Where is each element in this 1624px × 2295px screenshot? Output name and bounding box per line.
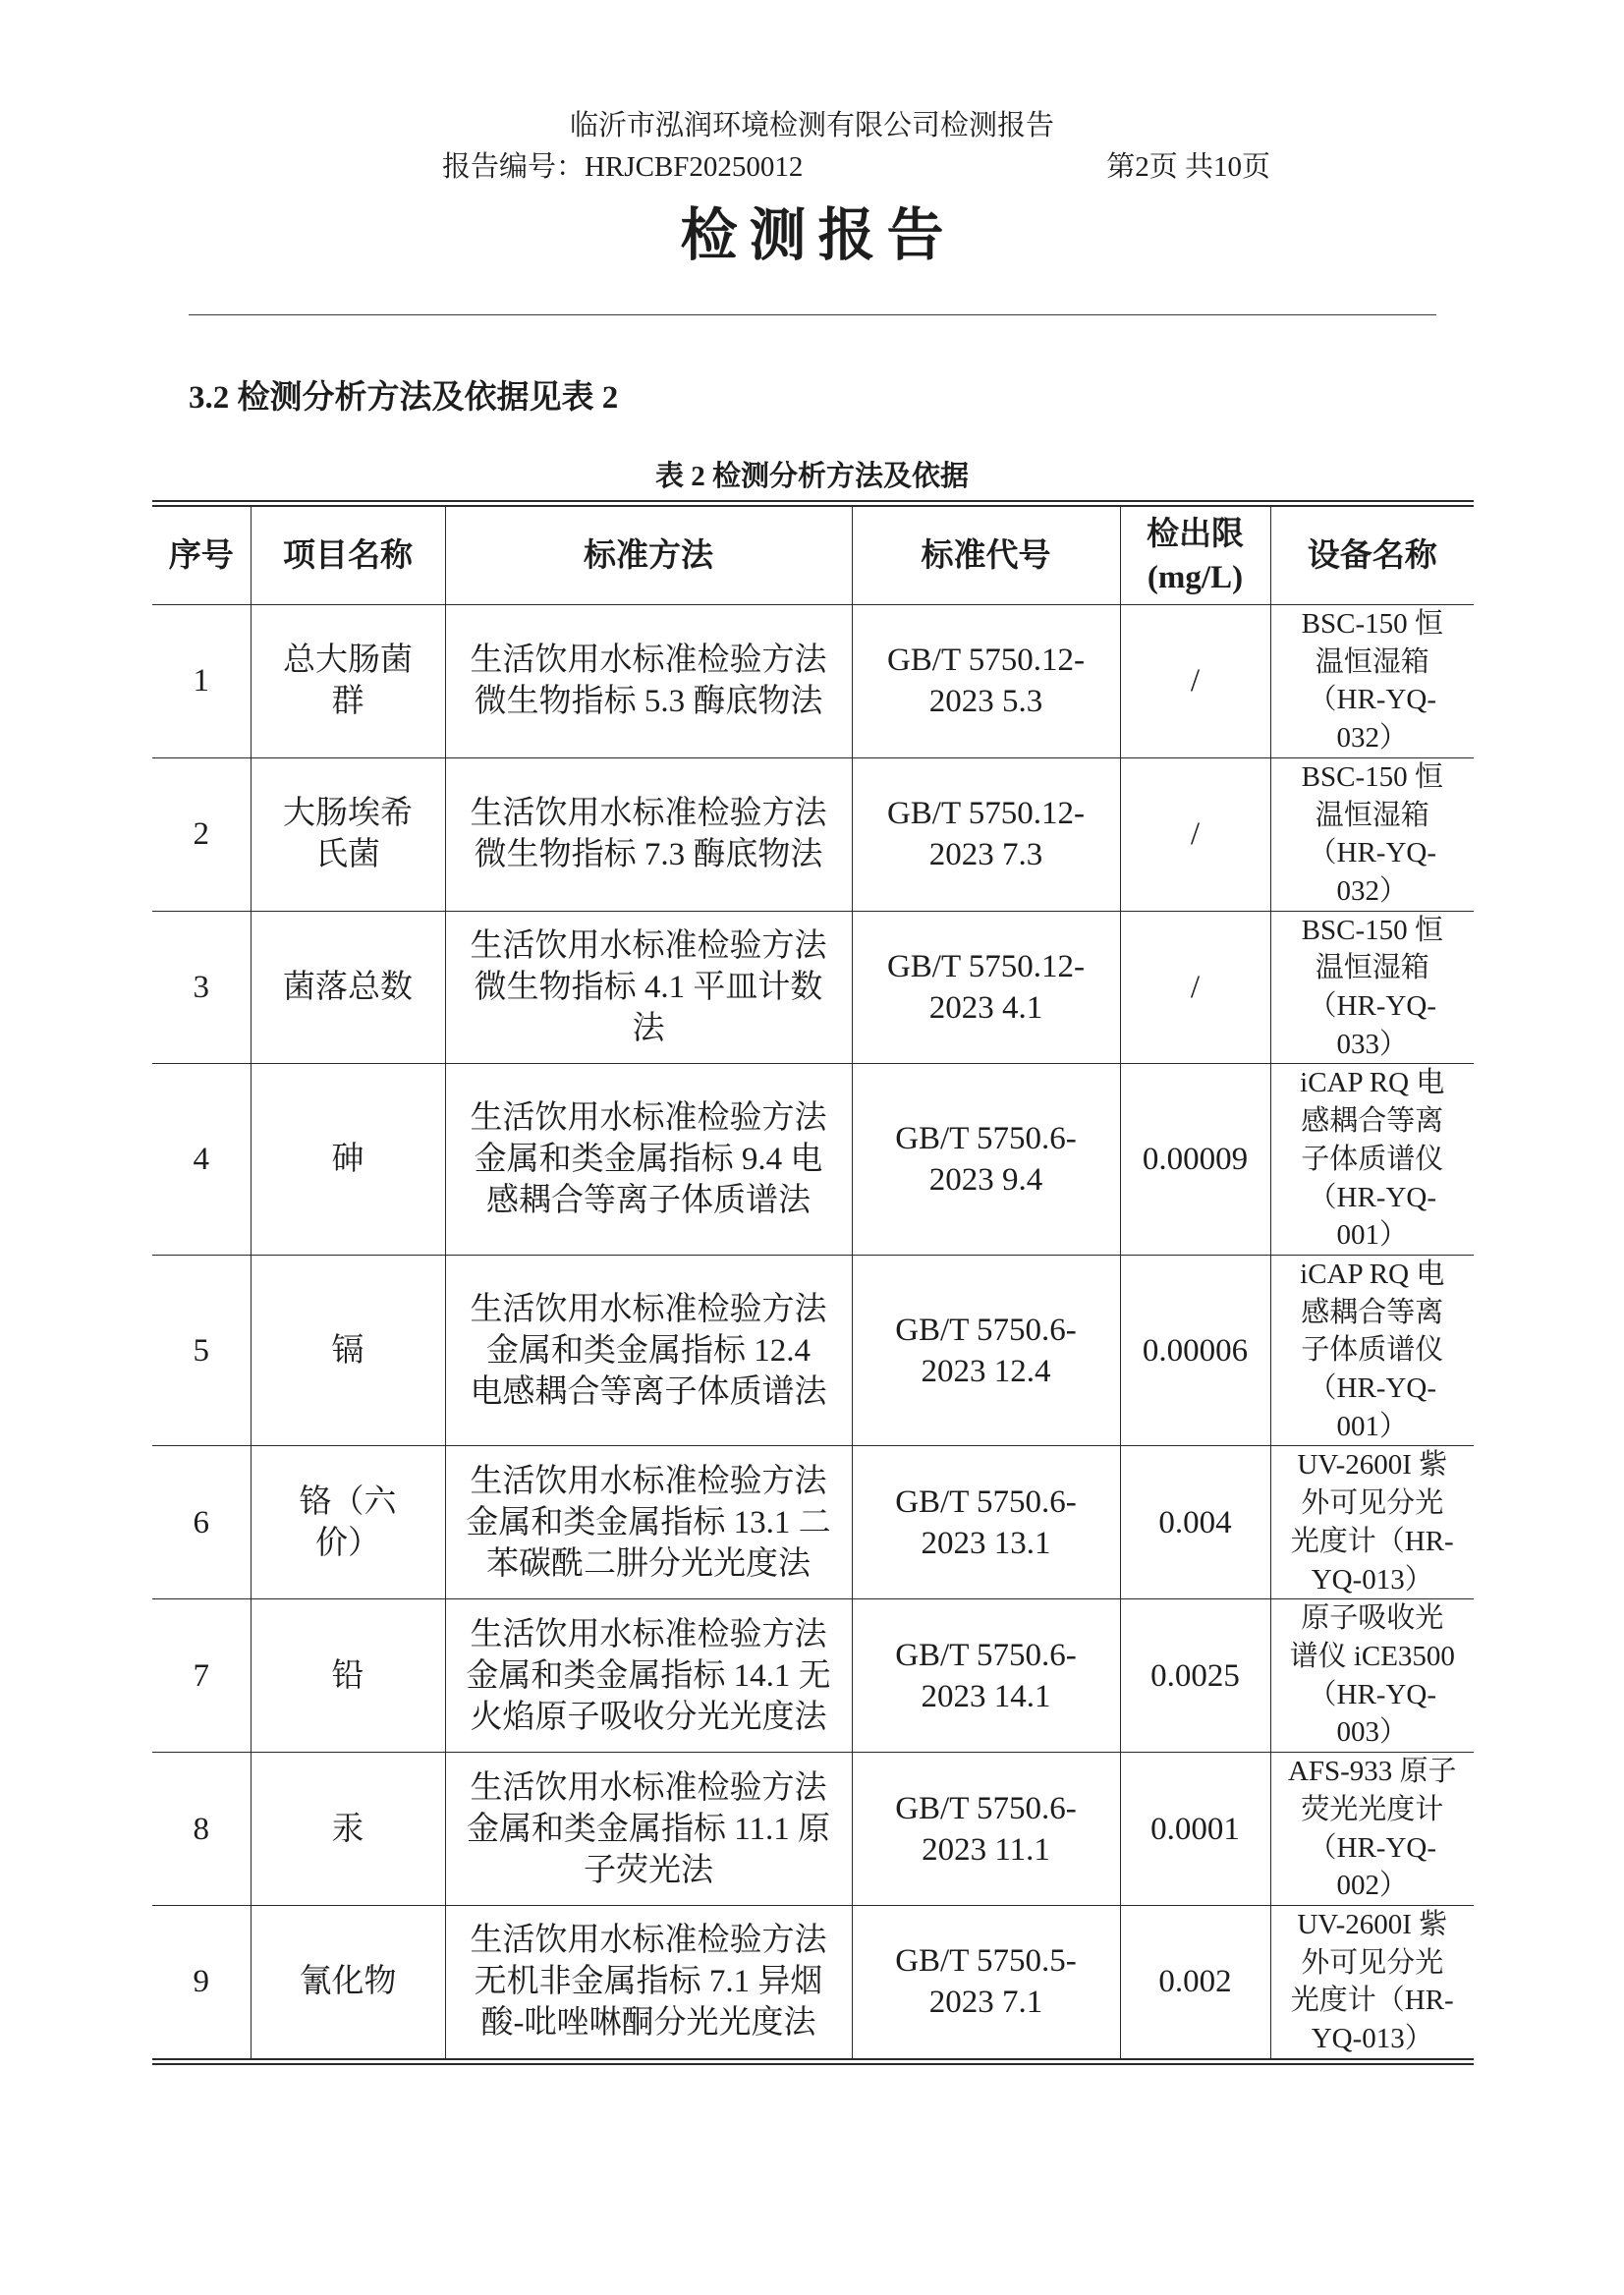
row-number-text: 3 [193,970,209,1006]
row-number-cell [152,1905,251,2061]
detection-limit-cell [1120,1599,1270,1753]
standard-code-text: GB/T 5750.12- [886,949,1086,985]
detection-limit-text: 0.0025 [1150,1657,1240,1694]
equipment-name-text: UV-2600I 紫 [1297,1449,1448,1482]
column-header-text: 序号 [168,537,234,574]
equipment-name-cell [1270,1064,1474,1256]
standard-method-text: 酸-吡唑啉酮分光光度法 [480,2005,816,2042]
column-header-standard-method [445,504,852,605]
standard-method-text: 感耦合等离子体质谱法 [486,1183,811,1219]
equipment-name-cell [1270,911,1474,1064]
equipment-name-cell [1270,1905,1474,2061]
table-header-row [152,504,1474,605]
standard-code-text: GB/T 5750.6- [895,1121,1077,1157]
item-name-text: 菌落总数 [283,970,413,1006]
row-number-cell [152,757,251,911]
standard-code-text: GB/T 5750.6- [895,1483,1077,1520]
standard-code-cell [852,1255,1120,1446]
item-name-cell [251,1255,445,1446]
column-header-text: 设备名称 [1307,537,1437,574]
equipment-name-text: BSC-150 恒 [1301,608,1443,640]
equipment-name-text: （HR-YQ- [1308,1831,1436,1864]
standard-method-text: 生活饮用水标准检验方法 [470,1616,827,1652]
detection-limit-text: 0.0001 [1150,1811,1240,1847]
column-header-detection-limit [1120,504,1270,605]
row-number-text: 6 [193,1504,209,1540]
table-body [152,605,1474,2062]
row-number-cell [152,911,251,1064]
detection-limit-text: / [1190,663,1201,700]
standard-code-cell [852,1753,1120,1906]
equipment-name-text: （HR-YQ- [1308,990,1436,1023]
standard-code-cell [852,911,1120,1064]
detection-limit-text: 0.002 [1158,1964,1232,2000]
item-name-cell [251,911,445,1064]
standard-method-cell [445,1255,852,1446]
standard-method-text: 生活饮用水标准检验方法 [470,1463,827,1499]
item-name-cell [251,1753,445,1906]
equipment-name-text: UV-2600I 紫 [1297,1908,1448,1940]
standard-code-text: GB/T 5750.12- [886,643,1086,679]
equipment-name-text: （HR-YQ- [1308,684,1436,716]
item-name-cell [251,1599,445,1753]
row-number-cell [152,1599,251,1753]
column-header-text: 检出限 [1147,516,1244,552]
item-name-cell [251,1446,445,1599]
standard-method-text: 金属和类金属指标 14.1 无 [466,1657,831,1694]
standard-code-cell [852,1599,1120,1753]
item-name-text: 价） [315,1525,380,1561]
table-caption: 表 2 检测分析方法及依据 [654,461,969,492]
equipment-name-cell [1270,1753,1474,1906]
standard-method-text: 生活饮用水标准检验方法 [470,796,827,832]
row-number-text: 2 [193,816,209,853]
report-number: 报告编号：HRJCBF20250012 [442,151,804,183]
equipment-name-text: BSC-150 恒 [1301,914,1443,946]
column-header-equipment-name [1270,504,1474,605]
standard-method-cell [445,1446,852,1599]
standard-method-text: 生活饮用水标准检验方法 [470,643,827,679]
row-number-text: 5 [193,1332,209,1369]
item-name-text: 群 [331,684,364,720]
section-heading: 3.2 检测分析方法及依据见表 2 [189,380,619,416]
equipment-name-text: 光度计（HR- [1290,1525,1454,1557]
equipment-name-text: 003） [1336,1716,1408,1749]
equipment-name-text: （HR-YQ- [1308,1372,1436,1405]
standard-method-text: 金属和类金属指标 11.1 原 [466,1811,831,1847]
standard-method-text: 法 [632,1011,665,1047]
standard-code-text: 2023 5.3 [928,684,1043,720]
equipment-name-cell [1270,1446,1474,1599]
equipment-name-text: 荧光光度计 [1301,1793,1444,1825]
detection-limit-text: / [1190,970,1201,1006]
item-name-text: 氰化物 [299,1964,397,2000]
equipment-name-text: 子体质谱仪 [1301,1334,1444,1367]
column-header-row-number [152,504,251,605]
document-title: 检测报告 [680,203,956,267]
equipment-name-text: 温恒湿箱 [1315,952,1429,984]
standard-method-cell [445,911,852,1064]
detection-limit-cell [1120,605,1270,758]
detection-limit-text: 0.004 [1158,1504,1232,1540]
table-row [152,1905,1474,2061]
standard-code-text: GB/T 5750.6- [895,1637,1077,1673]
standard-code-text: 2023 13.1 [921,1525,1051,1561]
standard-method-text: 苯碳酰二肼分光光度法 [486,1545,811,1582]
row-number-text: 4 [193,1142,209,1178]
equipment-name-text: 原子吸收光 [1301,1602,1444,1635]
item-name-text: 铬（六 [299,1483,397,1520]
standard-code-cell [852,605,1120,758]
equipment-name-cell [1270,605,1474,758]
column-header-standard-code [852,504,1120,605]
equipment-name-text: （HR-YQ- [1308,1678,1436,1710]
item-name-text: 氏菌 [315,837,380,873]
standard-method-text: 生活饮用水标准检验方法 [470,1923,827,1959]
item-name-text: 汞 [331,1811,364,1847]
detection-limit-cell [1120,1753,1270,1906]
table-row [152,1255,1474,1446]
equipment-name-text: 温恒湿箱 [1315,799,1429,831]
table-row [152,1599,1474,1753]
equipment-name-text: AFS-933 原子 [1287,1756,1457,1788]
item-name-text: 总大肠菌 [283,643,413,679]
row-number-cell [152,605,251,758]
equipment-name-text: 感耦合等离 [1301,1296,1444,1328]
standard-code-cell [852,1905,1120,2061]
equipment-name-text: 子体质谱仪 [1301,1143,1444,1175]
standard-method-text: 无机非金属指标 7.1 异烟 [474,1964,823,2000]
column-header-text: 项目名称 [283,537,413,574]
standard-code-text: 2023 7.1 [928,1985,1043,2021]
row-number-text: 9 [193,1964,209,2000]
standard-code-cell [852,1446,1120,1599]
equipment-name-text: BSC-150 恒 [1301,760,1443,793]
standard-method-text: 金属和类金属指标 9.4 电 [474,1142,823,1178]
item-name-text: 砷 [331,1142,364,1178]
standard-code-text: 2023 14.1 [921,1678,1051,1714]
standard-code-text: 2023 4.1 [928,990,1043,1027]
detection-limit-cell [1120,757,1270,911]
equipment-name-cell [1270,757,1474,911]
column-header-text: (mg/L) [1147,559,1244,595]
equipment-name-text: YQ-013） [1311,1563,1433,1595]
column-header-text: 标准方法 [584,537,713,574]
equipment-name-text: 外可见分光 [1301,1487,1444,1520]
detection-limit-cell [1120,1255,1270,1446]
equipment-name-text: 001） [1336,1410,1408,1442]
standard-method-cell [445,1064,852,1256]
equipment-name-cell [1270,1255,1474,1446]
table-row [152,1064,1474,1256]
standard-code-text: GB/T 5750.6- [895,1790,1077,1826]
item-name-text: 大肠埃希 [283,796,413,832]
standard-method-text: 子荧光法 [584,1852,713,1888]
column-header-text: 标准代号 [921,537,1051,574]
standard-method-text: 微生物指标 5.3 酶底物法 [474,684,823,720]
column-header-item-name [251,504,445,605]
standard-method-text: 生活饮用水标准检验方法 [470,1100,827,1137]
methods-table [152,500,1474,2065]
equipment-name-text: （HR-YQ- [1308,1181,1436,1213]
detection-limit-text: 0.00006 [1142,1332,1249,1369]
item-name-cell [251,757,445,911]
standard-method-cell [445,1753,852,1906]
equipment-name-text: 033） [1336,1028,1408,1060]
detection-limit-cell [1120,1064,1270,1256]
standard-code-text: GB/T 5750.6- [895,1312,1077,1348]
row-number-text: 8 [193,1811,209,1847]
item-name-text: 铅 [331,1657,364,1694]
standard-method-text: 金属和类金属指标 12.4 [486,1332,811,1369]
equipment-name-text: 谱仪 iCE3500 [1289,1640,1455,1672]
row-number-text: 7 [193,1657,209,1694]
standard-code-cell [852,1064,1120,1256]
standard-code-cell [852,757,1120,911]
item-name-cell [251,605,445,758]
standard-method-text: 生活饮用水标准检验方法 [470,1291,827,1327]
equipment-name-text: YQ-013） [1311,2023,1433,2055]
standard-code-text: 2023 7.3 [928,837,1043,873]
standard-method-text: 生活饮用水标准检验方法 [470,928,827,965]
standard-code-text: GB/T 5750.12- [886,796,1086,832]
detection-limit-text: / [1190,816,1201,853]
standard-method-text: 微生物指标 7.3 酶底物法 [474,837,823,873]
item-name-text: 镉 [331,1332,364,1369]
item-name-cell [251,1905,445,2061]
equipment-name-text: iCAP RQ 电 [1300,1258,1445,1290]
equipment-name-text: 温恒湿箱 [1315,645,1429,678]
detection-limit-cell [1120,1446,1270,1599]
table-row [152,911,1474,1064]
standard-method-text: 生活饮用水标准检验方法 [470,1769,827,1806]
standard-code-text: GB/T 5750.5- [895,1943,1077,1980]
standard-method-text: 金属和类金属指标 13.1 二 [466,1504,831,1540]
detection-limit-text: 0.00009 [1142,1142,1249,1178]
standard-method-text: 电感耦合等离子体质谱法 [470,1373,827,1410]
equipment-name-text: 001） [1336,1219,1408,1252]
standard-method-text: 微生物指标 4.1 平皿计数 [474,970,823,1006]
equipment-name-text: iCAP RQ 电 [1300,1067,1445,1099]
table-row [152,757,1474,911]
standard-code-text: 2023 12.4 [921,1353,1051,1389]
table-row [152,605,1474,758]
equipment-name-text: 032） [1336,722,1408,755]
standard-method-cell [445,757,852,911]
standard-code-text: 2023 9.4 [928,1162,1043,1199]
standard-method-text: 火焰原子吸收分光光度法 [470,1699,827,1735]
row-number-cell [152,1446,251,1599]
row-number-cell [152,1064,251,1256]
report-organization-title: 临沂市泓润环境检测有限公司检测报告 [569,110,1054,141]
standard-code-text: 2023 11.1 [922,1831,1050,1868]
detection-limit-cell [1120,911,1270,1064]
page-indicator: 第2页 共10页 [1106,151,1270,183]
equipment-name-text: 感耦合等离 [1301,1105,1444,1138]
row-number-cell [152,1753,251,1906]
equipment-name-cell [1270,1599,1474,1753]
detection-limit-cell [1120,1905,1270,2061]
standard-method-cell [445,605,852,758]
item-name-cell [251,1064,445,1256]
equipment-name-text: 002） [1336,1870,1408,1902]
table-row [152,1446,1474,1599]
table-row [152,1753,1474,1906]
row-number-cell [152,1255,251,1446]
standard-method-cell [445,1599,852,1753]
equipment-name-text: 光度计（HR- [1290,1985,1454,2017]
equipment-name-text: （HR-YQ- [1308,837,1436,869]
standard-method-cell [445,1905,852,2061]
table-header [152,504,1474,605]
row-number-text: 1 [193,663,209,700]
equipment-name-text: 032） [1336,874,1408,907]
equipment-name-text: 外可见分光 [1301,1946,1444,1979]
header-divider [189,314,1436,315]
